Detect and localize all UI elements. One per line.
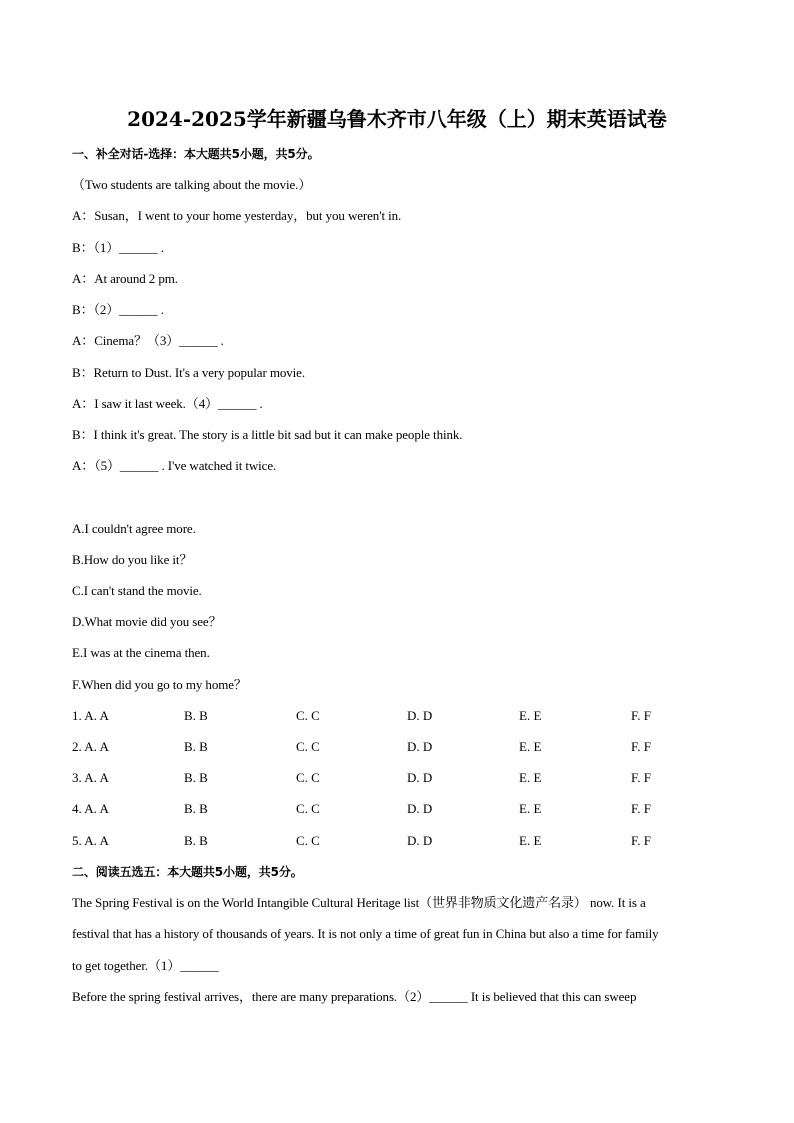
answer-option[interactable]: F. F (631, 833, 651, 848)
choice-option: C.I can't stand the movie. (72, 583, 202, 598)
answer-option[interactable]: 1. A. A (72, 708, 109, 723)
choice-option: D.What movie did you see？ (72, 614, 222, 629)
dialogue-line: B：I think it's great. The story is a little bit sad but it can make people think. (72, 427, 463, 442)
answer-option[interactable]: E. E (519, 833, 542, 848)
answer-option[interactable]: F. F (631, 708, 651, 723)
answer-row (72, 833, 732, 849)
answer-option[interactable]: F. F (631, 739, 651, 754)
answer-option[interactable]: C. C (296, 770, 320, 785)
answer-option[interactable]: B. B (184, 833, 208, 848)
answer-option[interactable]: B. B (184, 801, 208, 816)
answer-option[interactable]: B. B (184, 739, 208, 754)
dialogue-line: A：At around 2 pm. (72, 271, 178, 286)
choice-option: B.How do you like it？ (72, 552, 193, 567)
answer-row (72, 739, 732, 755)
answer-option[interactable]: E. E (519, 739, 542, 754)
answer-option[interactable]: E. E (519, 770, 542, 785)
answer-option[interactable]: B. B (184, 770, 208, 785)
dialogue-context: （Two students are talking about the movie.） (72, 177, 312, 192)
answer-option[interactable]: D. D (407, 833, 433, 848)
answer-option[interactable]: 4. A. A (72, 801, 109, 816)
answer-row (72, 770, 732, 786)
answer-option[interactable]: E. E (519, 801, 542, 816)
dialogue-line: A：Cinema？（3）______ . (72, 333, 224, 348)
answer-option[interactable]: D. D (407, 801, 433, 816)
passage-line: The Spring Festival is on the World Intangible Cultural Heritage list（世界非物质文化遗产名录） now. It is a (72, 895, 646, 910)
passage-line: to get together.（1）______ (72, 958, 219, 973)
answer-row (72, 708, 732, 724)
choice-option: A.I couldn't agree more. (72, 521, 196, 536)
choice-option: E.I was at the cinema then. (72, 645, 210, 660)
section1-heading: 一、补全对话-选择：本大题共5小题，共5分。 (72, 147, 320, 161)
passage-line: festival that has a history of thousands of years. It is not only a time of great fun in China but also a time for family (72, 926, 659, 941)
answer-option[interactable]: D. D (407, 708, 433, 723)
dialogue-line: A：（5）______ . I've watched it twice. (72, 458, 277, 473)
answer-option[interactable]: D. D (407, 770, 433, 785)
exam-title: 2024-2025学年新疆乌鲁木齐市八年级（上）期末英语试卷 (127, 107, 667, 131)
answer-option[interactable]: C. C (296, 739, 320, 754)
answer-row (72, 801, 732, 817)
passage-line: Before the spring festival arrives，there are many preparations.（2）______ It is believed that this can sweep (72, 989, 637, 1004)
dialogue-line: A：I saw it last week.（4）______ . (72, 396, 263, 411)
dialogue-line: A：Susan，I went to your home yesterday，but you weren't in. (72, 208, 402, 223)
answer-option[interactable]: D. D (407, 739, 433, 754)
choice-option: F.When did you go to my home？ (72, 677, 247, 692)
section2-heading: 二、阅读五选五：本大题共5小题，共5分。 (72, 865, 303, 879)
dialogue-line: B：Return to Dust. It's a very popular movie. (72, 365, 305, 380)
answer-option[interactable]: F. F (631, 801, 651, 816)
answer-option[interactable]: 2. A. A (72, 739, 109, 754)
answer-option[interactable]: C. C (296, 708, 320, 723)
dialogue-line: B：（2）______ . (72, 302, 164, 317)
answer-option[interactable]: C. C (296, 833, 320, 848)
answer-option[interactable]: E. E (519, 708, 542, 723)
answer-option[interactable]: F. F (631, 770, 651, 785)
answer-option[interactable]: B. B (184, 708, 208, 723)
answer-option[interactable]: 3. A. A (72, 770, 109, 785)
dialogue-line: B：（1）______ . (72, 240, 164, 255)
answer-option[interactable]: 5. A. A (72, 833, 109, 848)
answer-option[interactable]: C. C (296, 801, 320, 816)
